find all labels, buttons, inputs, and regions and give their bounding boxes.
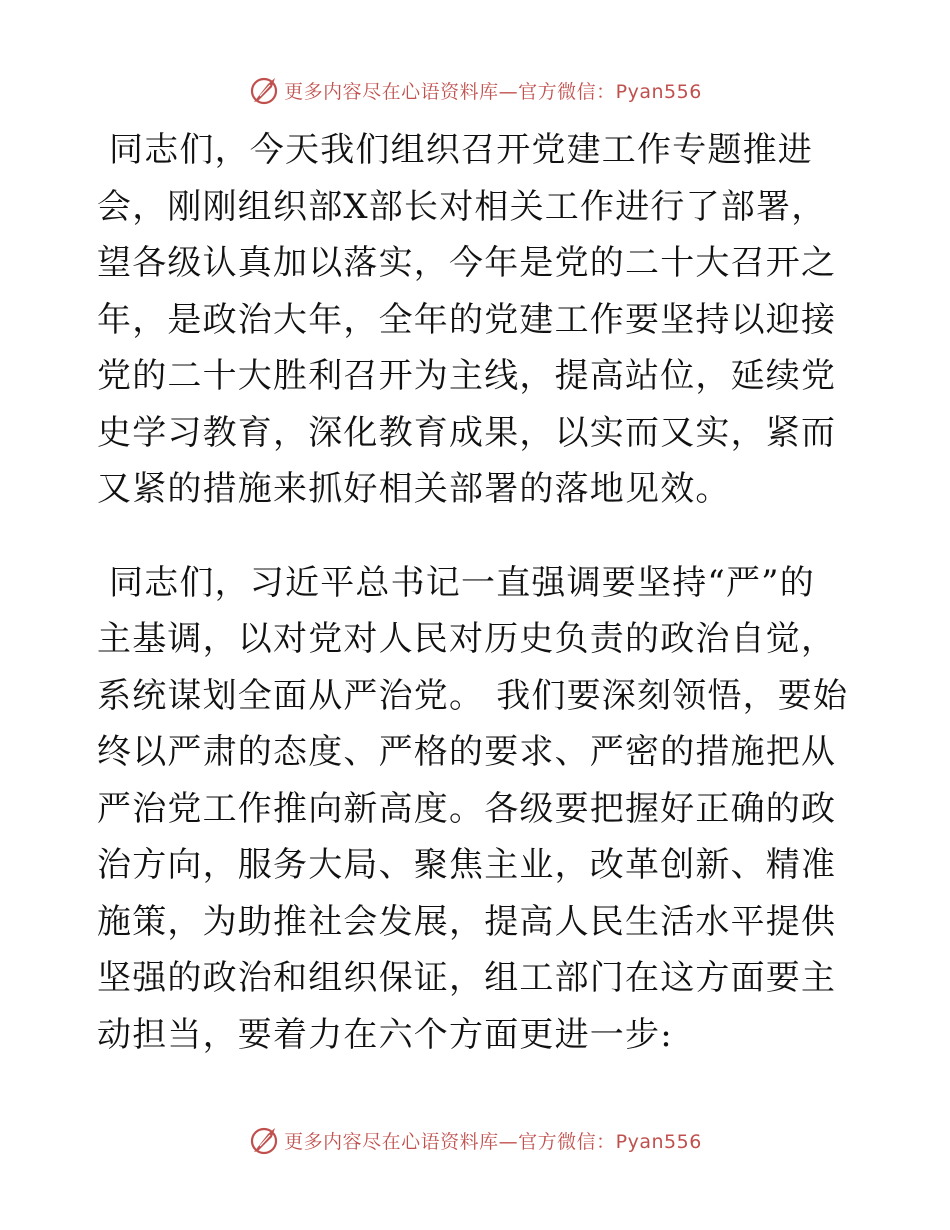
watermark-text: 更多内容尽在心语资料库—官方微信：Pyan556 xyxy=(284,1130,702,1153)
paragraph-1: 同志们，今天我们组织召开党建工作专题推进会，刚刚组织部X部长对相关工作进行了部署，望各级认真加以落实，今年是党的二十大召开之年，是政治大年，全年的党建工作要坚持以迎接党的二十大胜利召开为主线，提高站位，延续党史学习教育，深化教育成果，以实而又实，紧而又紧的措施来抓好相关部署的落地见效。 xyxy=(97,130,837,509)
header-watermark xyxy=(0,70,950,110)
footer-watermark xyxy=(0,1120,950,1160)
document-body xyxy=(97,122,849,1063)
watermark-text: 更多内容尽在心语资料库—官方微信：Pyan556 xyxy=(284,80,702,103)
quill-pen-circle-icon xyxy=(248,74,280,106)
paragraph-2: 同志们，习近平总书记一直强调要坚持“严”的主基调，以对党对人民对历史负责的政治自觉，系统谋划全面从严治党。 我们要深刻领悟，要始终以严肃的态度、严格的要求、严密的措施把从严治党工作推向新高度。各级要把握好正确的政治方向，服务大局、聚焦主业，改革创新、精准施策，为助推社会发展，提高人民生活水平提供坚强的政治和组织保证，组工部门在这方面要主动担当，要着力在六个方面更进一步: xyxy=(97,562,849,1055)
quill-pen-circle-icon xyxy=(248,1124,280,1156)
